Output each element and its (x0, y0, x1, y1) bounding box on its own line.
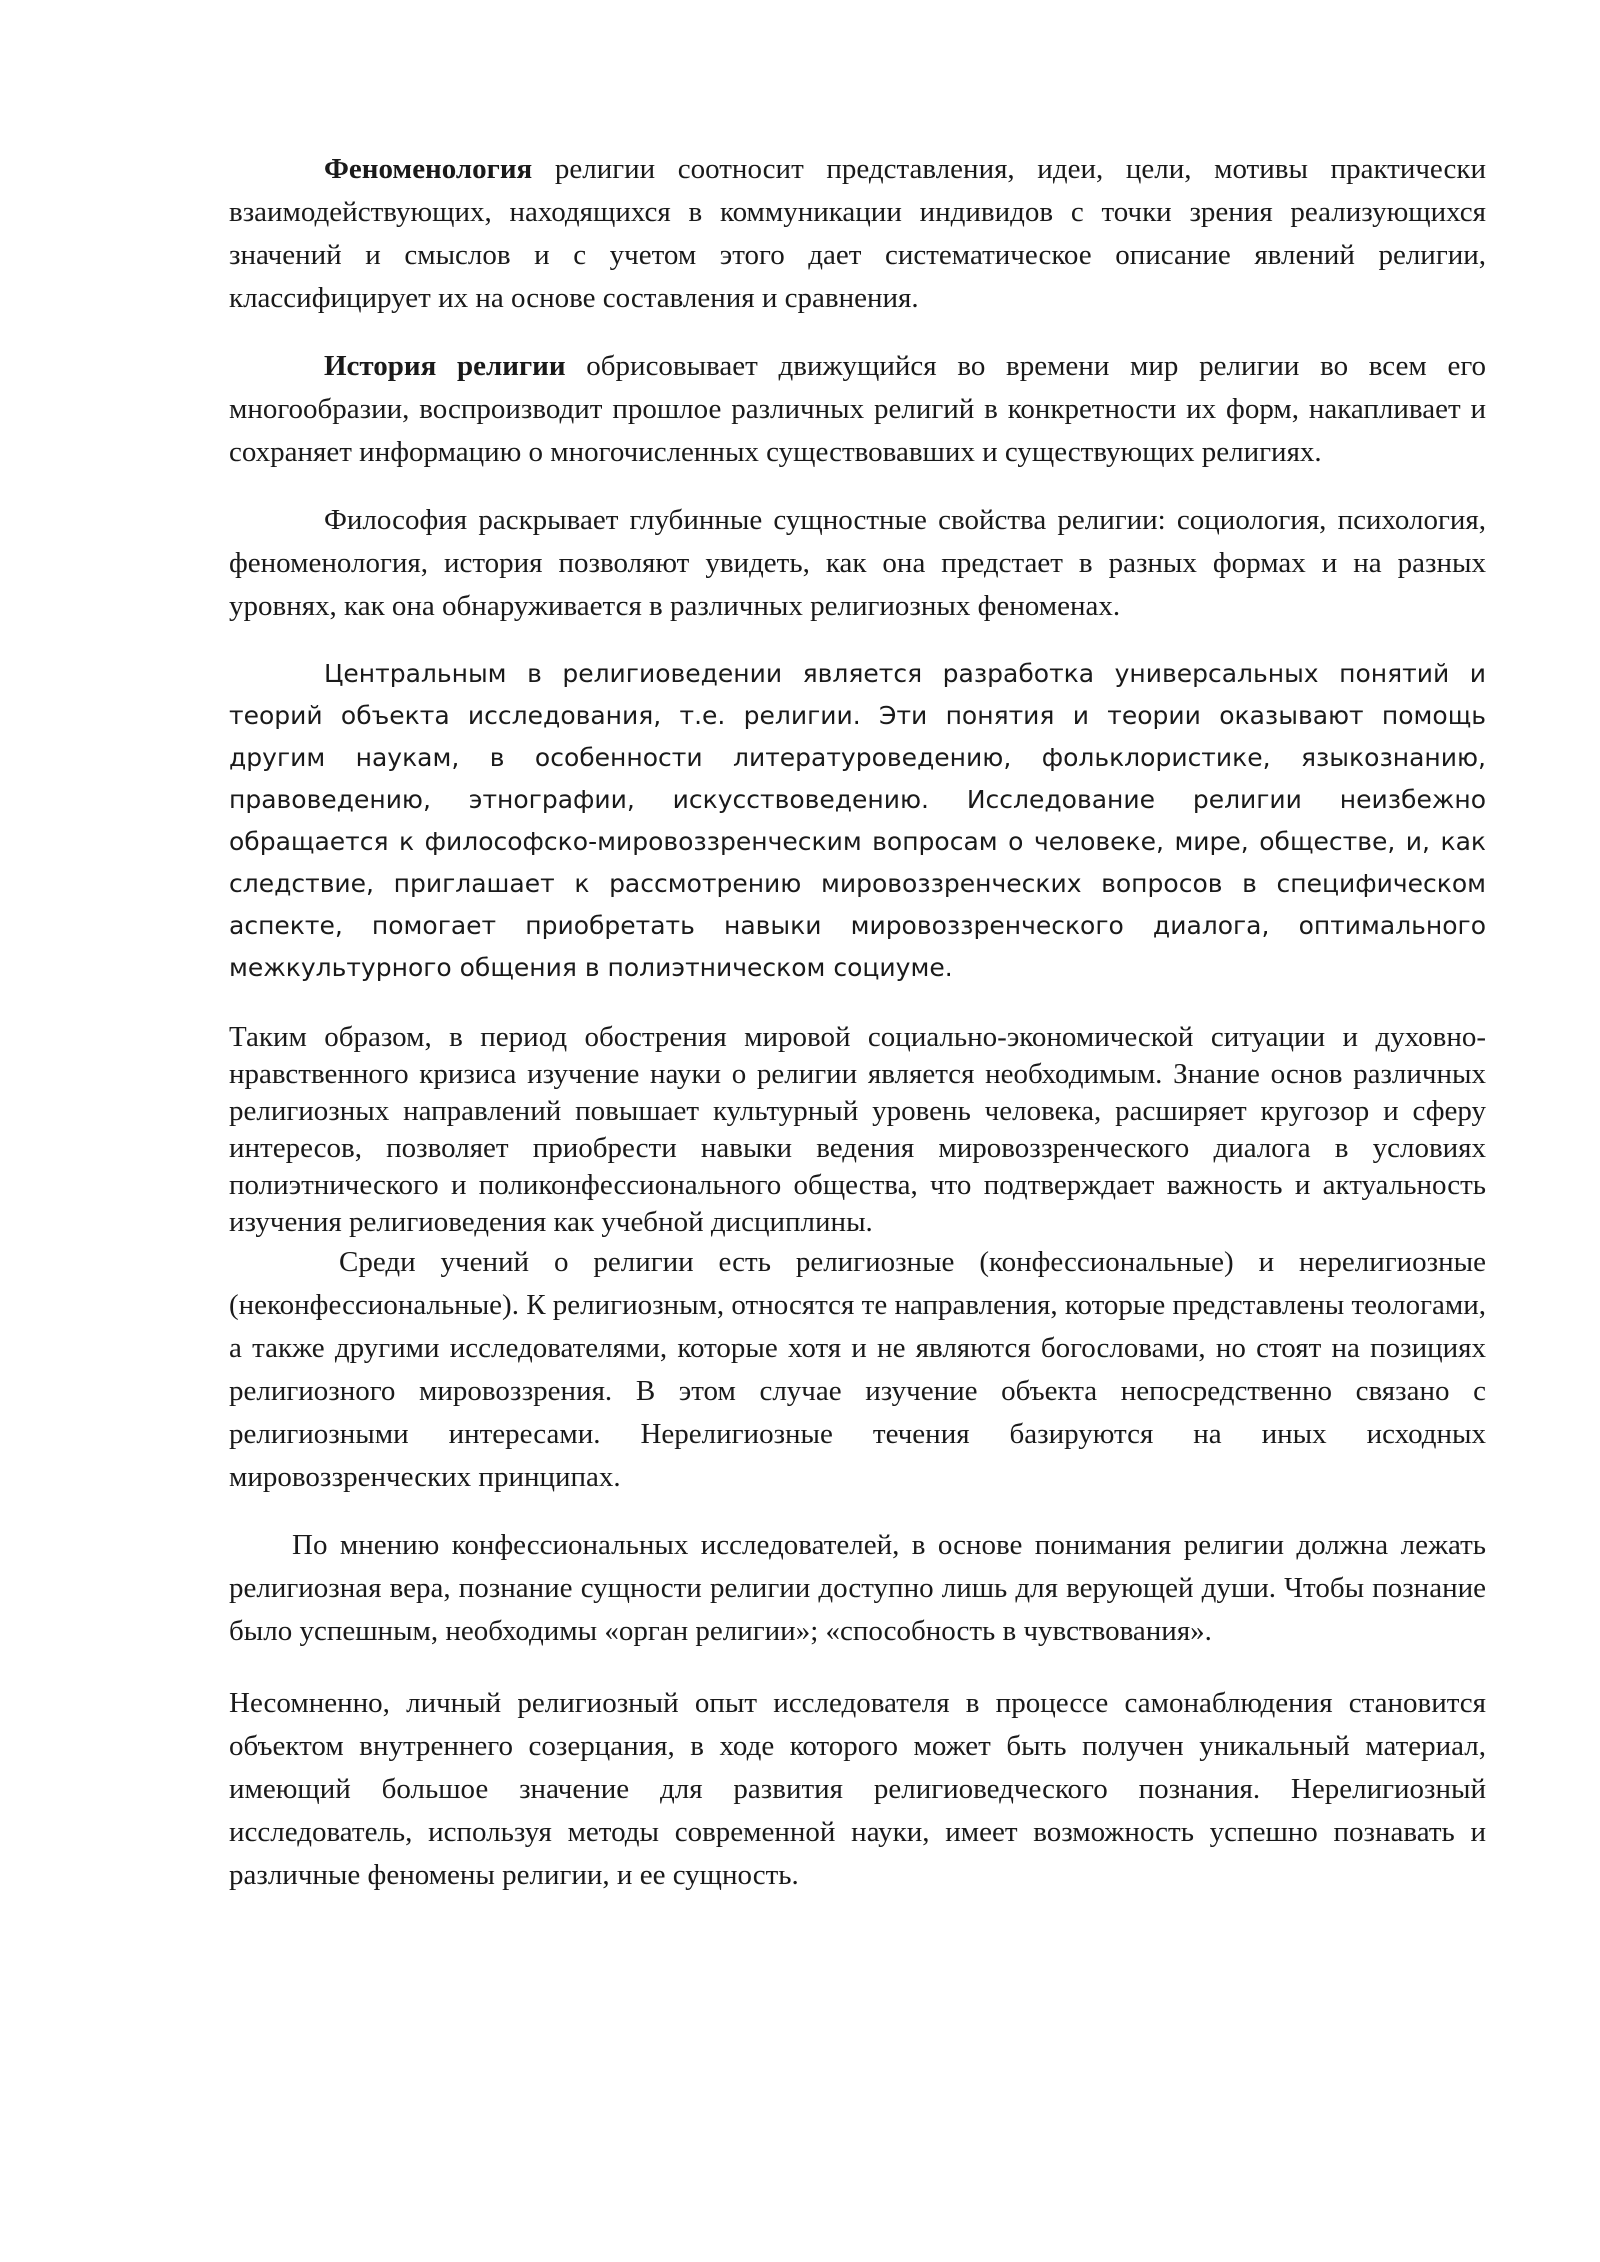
paragraph-confessional-researchers: По мнению конфессиональных исследователей, в основе понимания религии должна лежать религиозная вера, познание сущности религии доступно лишь для верующей души. Чтобы познание было успешным, необходимы «орган религии»; «способность в чувствования». (229, 1529, 1486, 1647)
document-page (229, 148, 1486, 1897)
paragraph-history-of-religion (229, 345, 1486, 474)
paragraph-philosophy: Философия раскрывает глубинные сущностные свойства религии: социология, психология, феноменология, история позволяют увидеть, как она предстает в разных формах и на разных уровнях, как она обнаруживается в различных религиозных феноменах. (229, 504, 1486, 622)
paragraph-personal-experience: Несомненно, личный религиозный опыт исследователя в процессе самонаблюдения становится объектом внутреннего созерцания, в ходе которого может быть получен уникальный материал, имеющий большое значение для развития религиоведческого познания. Нерелигиозный исследователь, используя методы современной науки, имеет возможность успешно познавать и различные феномены религии, и ее сущность. (229, 1687, 1486, 1891)
paragraph-phenomenology (229, 148, 1486, 320)
term-history-of-religion: История религии (324, 350, 566, 382)
paragraph-teachings: Среди учений о религии есть религиозные (конфессиональные) и нерелигиозные (неконфессиональные). К религиозным, относятся те направления, которые представлены теологами, а также другими исследователями, которые хотя и не являются богословами, но стоят на позициях религиозного мировоззрения. В этом случае изучение объекта непосредственно связано с религиозными интересами. Нерелигиозные течения базируются на иных исходных мировоззренческих принципах. (229, 1246, 1486, 1493)
paragraph-history-text: обрисовывает движущийся во времени мир религии во всем его многообразии, воспроизводит прошлое различных религий в конкретности их форм, накапливает и сохраняет информацию о многочисленных существовавших и существующих религиях. (229, 350, 1486, 468)
term-phenomenology: Феноменология (324, 153, 533, 185)
paragraph-central-concepts: Центральным в религиоведении является разработка универсальных понятий и теорий объекта исследования, т.е. религии. Эти понятия и теории оказывают помощь другим наукам, в особенности литературоведению, фольклористике, языкознанию, правоведению, этнографии, искусствоведению. Исследование религии неизбежно обращается к философско-мировоззренческим вопросам о человеке, мире, обществе, и, как следствие, приглашает к рассмотрению мировоззренческих вопросов в специфическом аспекте, помогает приобретать навыки мировоззренческого диалога, оптимального межкультурного общения в полиэтническом социуме. (229, 659, 1486, 982)
paragraph-phenomenology-text: религии соотносит представления, идеи, цели, мотивы практически взаимодействующих, находящихся в коммуникации индивидов с точки зрения реализующихся значений и смыслов и с учетом этого дает систематическое описание явлений религии, классифицирует их на основе составления и сравнения. (229, 153, 1486, 314)
paragraph-conclusion: Таким образом, в период обострения мировой социально-экономической ситуации и духовно-нравственного кризиса изучение науки о религии является необходимым. Знание основ различных религиозных направлений повышает культурный уровень человека, расширяет кругозор и сферу интересов, позволяет приобрести навыки ведения мировоззренческого диалога в условиях полиэтнического и поликонфессионального общества, что подтверждает важность и актуальность изучения религиоведения как учебной дисциплины. (229, 1021, 1486, 1238)
